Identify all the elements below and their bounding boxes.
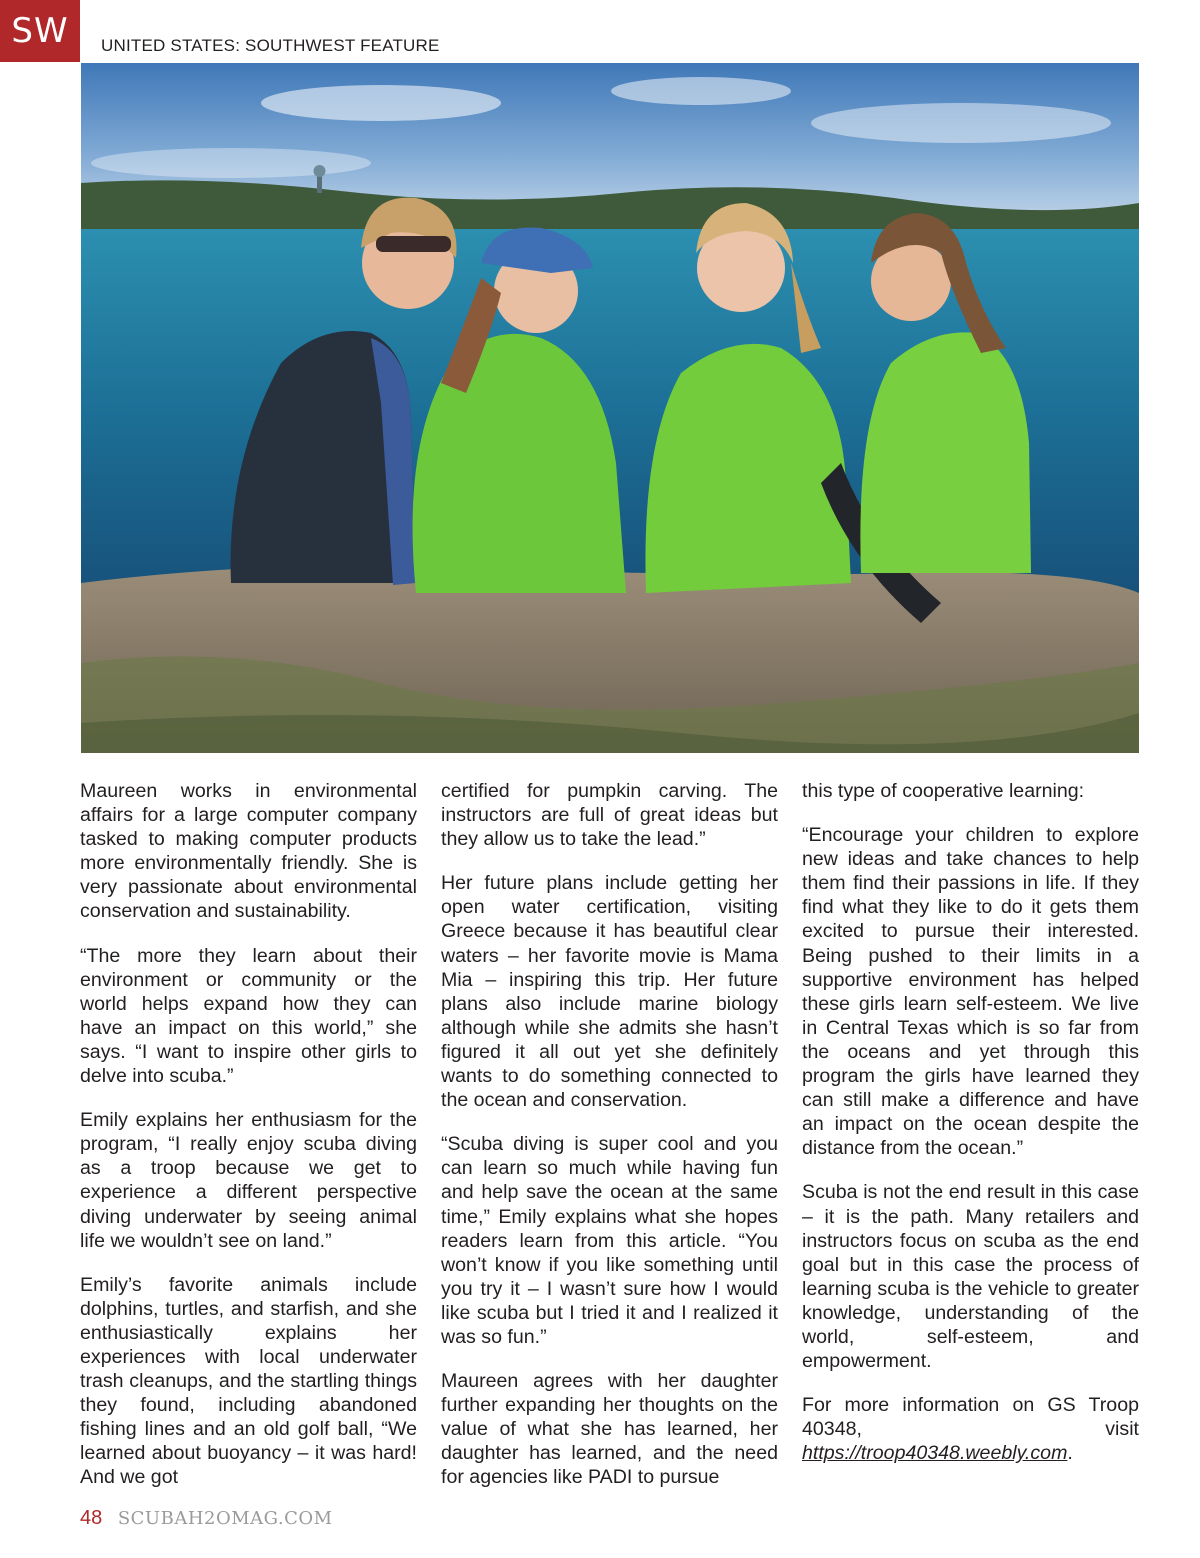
feature-photo (81, 63, 1139, 753)
article-column-1 (80, 779, 417, 1510)
article-body (80, 779, 1139, 1499)
info-paragraph (802, 1393, 1139, 1465)
paragraph: “Scuba diving is super cool and you can learn so much while having fun and help save the ocean at the same time,” Emily explains what she hopes readers learn from this article. “You won’t know if you like something until you try it – I wasn’t sure how I would like scuba but I tried it and I realized it was so fun.” (441, 1133, 778, 1348)
paragraph: this type of cooperative learning: (802, 780, 1085, 802)
info-end: . (1067, 1442, 1073, 1465)
section-badge: SW (0, 0, 80, 62)
page-number: 48 (80, 1507, 103, 1529)
article-column-3 (802, 779, 1139, 1485)
paragraph: Maureen works in environmental affairs for a large computer company tasked to making computer products more environmentally friendly. She is very passionate about environmental conservation and sustainability. (80, 780, 417, 923)
paragraph: Emily’s favorite animals include dolphins, turtles, and starfish, and she enthusiastically explains her experiences with local underwater trash cleanups, and the startling things they found, including abandoned fishing lines and an old golf ball, “We learned about buoyancy – it was hard! And we got (80, 1273, 417, 1489)
magazine-site: SCUBAH2OMAG.COM (117, 1508, 333, 1529)
paragraph: Her future plans include getting her open water certification, visiting Greece because it has beautiful clear waters – her favorite movie is Mama Mia – inspiring this trip. Her future plans also include marine biology although while she admits she hasn’t figured it all out yet she definitely wants to do something connected to the ocean and conservation. (441, 872, 778, 1112)
info-text: For more information on GS Troop 40348, visit (802, 1394, 1139, 1441)
troop-website-link[interactable]: https://troop40348.weebly.com (802, 1442, 1068, 1465)
article-column-2 (441, 779, 778, 1510)
paragraph: “The more they learn about their environment or community or the world helps expand how they can have an impact on this world,” she says. “I want to inspire other girls to delve into scuba.” (80, 944, 417, 1088)
paragraph: certified for pumpkin carving. The instructors are full of great ideas but they allow us to take the lead.” (441, 780, 778, 851)
page-footer (80, 1507, 333, 1530)
paragraph: Maureen agrees with her daughter further expanding her thoughts on the value of what she has learned, her daughter has learned, and the need for agencies like PADI to pursue (441, 1370, 778, 1489)
paragraph: Scuba is not the end result in this case – it is the path. Many retailers and instructors focus on scuba as the end goal but in this case the process of learning scuba is the vehicle to greater knowledge, understanding of the world, self-esteem, and empowerment. (802, 1181, 1139, 1373)
paragraph: “Encourage your children to explore new ideas and take chances to help them find their passions in life. If they find what they like to do it gets them excited to pursue their interested. Being pushed to their limits in a supportive environment has helped these girls learn self-esteem. We live in Central Texas which is so far from the oceans and yet through this program the girls have learned they can still make a difference and have an impact on the ocean despite the distance from the ocean.” (802, 824, 1139, 1160)
paragraph: Emily explains her enthusiasm for the program, “I really enjoy scuba diving as a troop because we get to experience a different perspective diving underwater by seeing animal life we wouldn’t see on land.” (80, 1109, 417, 1252)
section-title: UNITED STATES: SOUTHWEST FEATURE (101, 36, 440, 55)
